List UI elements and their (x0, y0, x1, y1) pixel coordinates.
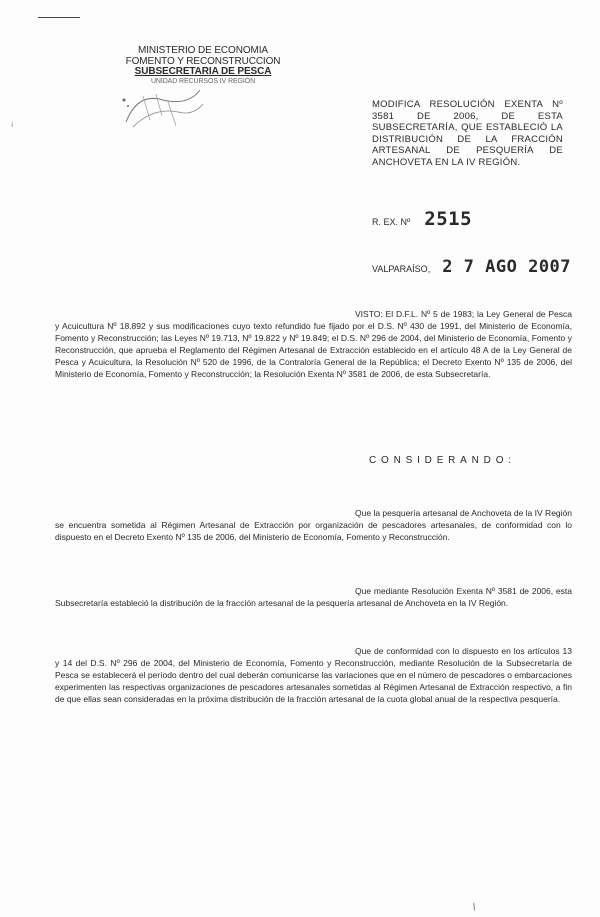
margin-mark: ꜟ (11, 121, 14, 130)
ink-mark: / (471, 901, 478, 914)
date-stamp: 2 7 AGO 2007 (442, 257, 572, 277)
resolution-number: 2515 (424, 208, 473, 230)
department-name: UNIDAD RECURSOS IV REGIÓN (150, 77, 256, 85)
considerando-item-3: Que de conformidad con lo dispuesto en los artículos 13 y 14 del D.S. Nº 296 de 2004, del Ministerio de Economía, Fomento y Reconstrucción, mediante Resolución de la Subsecretaría de Pesca se establecerá el período dentro del cual deberán comunicarse las variaciones que en el número de pescadores o embarcaciones experimenten las respectivas organizaciones de pescadores artesanales sometidas al Régimen Artesanal de Extracción respectivo, a fin de que ellas sean consideradas en la próxima distribución de la fracción artesanal de la cuota global anual de la respectiva pesquería. (55, 646, 572, 704)
visto-paragraph: VISTO: El D.F.L. Nº 5 de 1983; la Ley General de Pesca y Acuicultura Nº 18.892 y sus modificaciones cuyo texto refundido fue fijado por el D.S. Nº 430 de 1991, del Ministerio de Economía, Fomento y Reconstrucción; las Leyes Nº 19.713, Nº 19.822 y Nº 19.849; el D.S. Nº 296 de 2004, del Ministerio de Economía, Fomento y Reconstrucción, que aprueba el Reglamento del Régimen Artesanal de Extracción establecido en el artículo 48 A de la Ley General de Pesca y Acuicultura, la Resolución Nº 520 de 1996, de la Contraloría General de la República; el Decreto Exento Nº 135 de 2006, del Ministerio de Economía, Fomento y Reconstrucción; la Resolución Exenta Nº 3581 de 2006, de esta Subsecretaría. (55, 309, 572, 379)
considerando-item-2: Que mediante Resolución Exenta Nº 3581 de 2006, esta Subsecretaría estableció la distribución de la fracción artesanal de la pesquería artesanal de Anchoveta en la IV Región. (55, 586, 572, 608)
official-stamp (118, 82, 208, 134)
considerando-item-1: Que la pesquería artesanal de Anchoveta de la IV Región se encuentra sometida al Régimen Artesanal de Extracción por organización de pescadores artesanales, de conformidad con lo dispuesto en el Decreto Exento Nº 135 de 2006, del Ministerio de Economía, Fomento y Reconstrucción. (55, 508, 572, 542)
top-rule (38, 17, 80, 18)
considerando-heading: CONSIDERANDO: (369, 455, 516, 466)
resolution-subject: MODIFICA RESOLUCIÓN EXENTA Nº 3581 DE 2006, DE ESTA SUBSECRETARÍA, QUE ESTABLECIÓ LA DISTRIBUCIÓN DE LA FRACCIÓN ARTESANAL DE PESQUERÍA DE ANCHOVETA EN LA IV REGIÓN. (372, 99, 563, 168)
place-date-line (372, 257, 571, 277)
place: VALPARAÍSO, (372, 264, 431, 274)
resolution-number-line (372, 208, 472, 230)
ministry-name: MINISTERIO DE ECONOMIA (137, 45, 269, 56)
ministry-name-line2: FOMENTO Y RECONSTRUCCION (125, 55, 281, 67)
resolution-label: R. EX. Nº (372, 217, 411, 227)
subsecretaria-name: SUBSECRETARIA DE PESCA (134, 66, 272, 77)
ministry-header (118, 46, 288, 86)
